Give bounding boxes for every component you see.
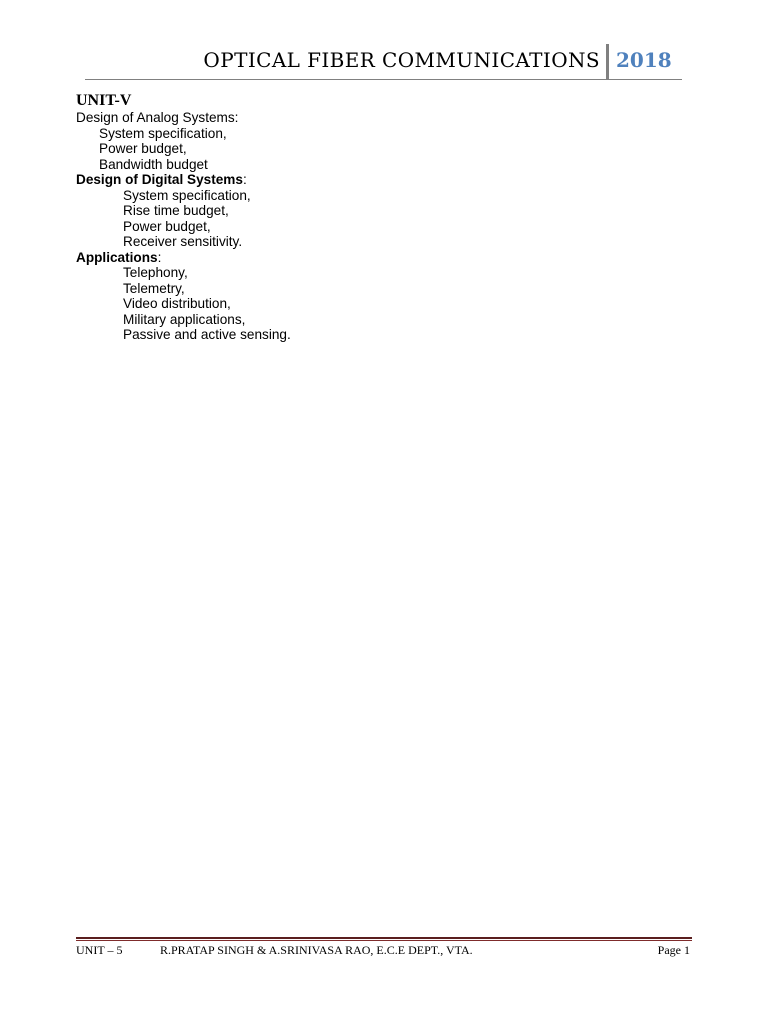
list-item: Military applications, [123,311,246,327]
list-item: Bandwidth budget [99,156,208,172]
header-year: 2018 [616,48,672,72]
list-item: Telephony, [123,265,188,280]
page-content [76,92,676,343]
section-heading-text: Applications [76,249,158,265]
section-heading-applications [76,250,676,266]
footer-unit-label: UNIT – 5 [76,943,123,957]
section-heading-text: Design of Digital Systems [76,172,243,187]
section-heading-analog: Design of Analog Systems: [76,110,239,125]
footer-authors: R.PRATAP SINGH & A.SRINIVASA RAO, E.C.E DEPT., VTA. [160,943,473,957]
list-item: Rise time budget, [123,203,229,218]
list-item: Receiver sensitivity. [123,234,243,249]
page-footer [76,943,690,959]
section-heading-digital [76,172,676,188]
footer-rule-thin [76,940,692,941]
footer-page-number: Page 1 [657,943,690,957]
page-header [85,42,682,80]
header-title: OPTICAL FIBER COMMUNICATIONS [203,48,600,72]
section-heading-colon: : [242,172,247,187]
section-heading-colon: : [157,249,162,265]
header-separator [606,44,609,79]
list-item: Video distribution, [123,296,231,311]
footer-rule [76,937,692,939]
list-item: Telemetry, [123,280,185,296]
list-item: System specification, [123,187,251,203]
list-item: Power budget, [99,141,187,156]
list-item: Passive and active sensing. [123,327,291,342]
unit-title: UNIT-V [76,92,132,109]
list-item: System specification, [99,125,227,141]
list-item: Power budget, [123,218,211,234]
